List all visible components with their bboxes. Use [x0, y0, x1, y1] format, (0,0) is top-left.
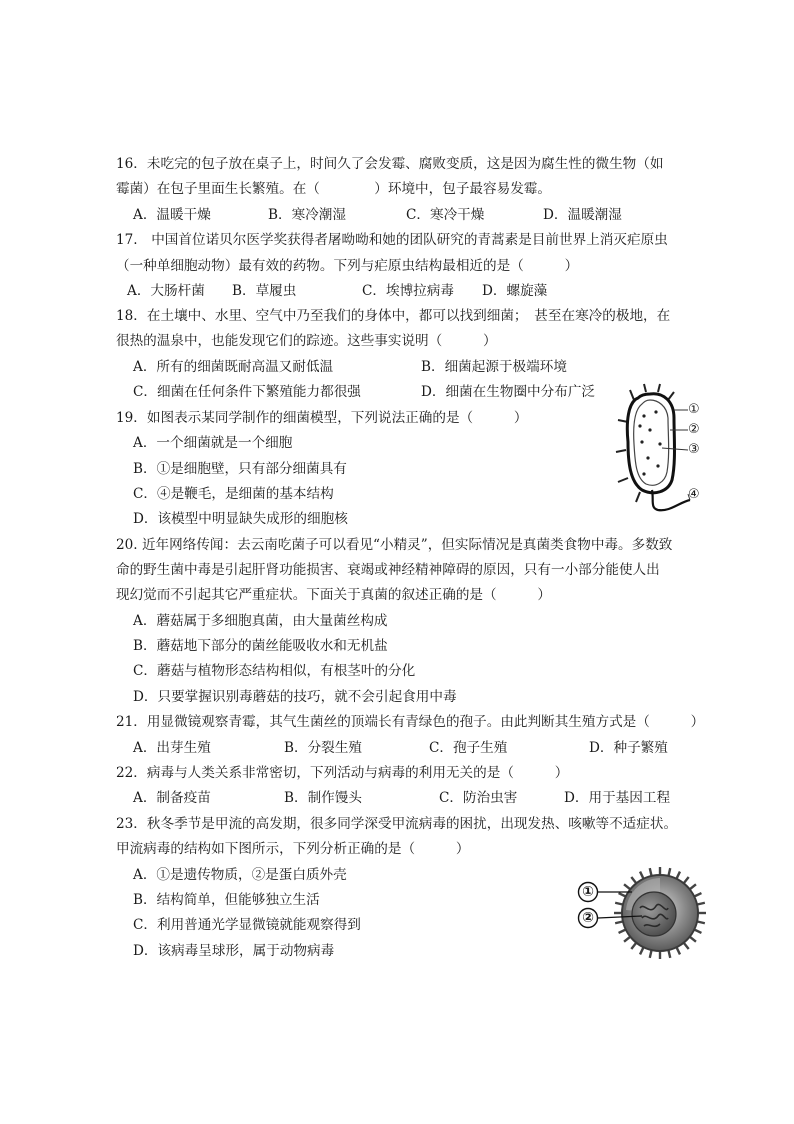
q18-option-b: B．细菌起源于极端环境 [421, 359, 567, 375]
q16-stem-line1: 16．未吃完的包子放在桌子上，时间久了会发霉、腐败变质，这是因为腐生性的微生物（如 [116, 156, 664, 172]
q20-option-c: C．蘑菇与植物形态结构相似，有根茎叶的分化 [133, 663, 416, 679]
bacterium-label-4: ④ [688, 487, 700, 502]
q21-option-c: C．孢子生殖 [429, 740, 508, 756]
q18-option-d: D．细菌在生物圈中分布广泛 [421, 384, 596, 400]
virus-capsid [632, 892, 676, 936]
q20-option-b: B．蘑菇地下部分的菌丝能吸收水和无机盐 [133, 638, 388, 654]
q19-option-d: D．该模型中明显缺失成形的细胞核 [133, 511, 348, 527]
bacterium-label-2: ② [688, 422, 700, 437]
virus-label-2: ② [582, 910, 594, 926]
q21-stem: 21．用显微镜观察青霉，其气生菌丝的顶端长有青绿色的孢子。由此判断其生殖方式是（ ） [116, 714, 705, 730]
q18-option-c: C．细菌在任何条件下繁殖能力都很强 [133, 384, 361, 400]
q18-stem-line1: 18．在土壤中、水里、空气中乃至我们的身体中，都可以找到细菌； 甚至在寒冷的极地，在 [116, 308, 671, 324]
q16-stem-line2: 霉菌）在包子里面生长繁殖。在（ ）环境中，包子最容易发霉。 [116, 181, 551, 197]
q20-stem-line3: 现幻觉而不引起其它严重症状。下面关于真菌的叙述正确的是（ ） [116, 587, 551, 603]
q23-option-d: D．该病毒呈球形，属于动物病毒 [133, 943, 335, 959]
q17-option-a: A．大肠杆菌 [127, 283, 205, 299]
q16-option-c: C．寒冷干燥 [406, 207, 485, 223]
q16-option-b: B．寒冷潮湿 [268, 207, 346, 223]
q22-option-c: C．防治虫害 [439, 790, 518, 806]
bacterium-label-3: ③ [688, 442, 700, 457]
q23-stem-line2: 甲流病毒的结构如下图所示，下列分析正确的是（ ） [116, 841, 470, 857]
q22-stem: 22．病毒与人类关系非常密切，下列活动与病毒的利用无关的是（ ） [116, 765, 569, 781]
q21-option-b: B．分裂生殖 [284, 740, 362, 756]
q20-option-d: D．只要掌握识别毒蘑菇的技巧，就不会引起食用中毒 [133, 689, 457, 705]
q19-option-c: C．④是鞭毛，是细菌的基本结构 [133, 486, 334, 502]
q17-stem-line1: 17. 中国首位诺贝尔医学奖获得者屠呦呦和她的团队研究的青蒿素是目前世界上消灭疟原虫 [116, 232, 668, 248]
q23-option-b: B．结构简单，但能够独立生活 [133, 892, 320, 908]
q23-option-c: C．利用普通光学显微镜就能观察得到 [133, 917, 361, 933]
bacterium-label-1: ① [688, 402, 700, 417]
q17-option-d: D．螺旋藻 [482, 283, 548, 299]
q19-option-b: B．①是细胞壁，只有部分细菌具有 [133, 461, 347, 477]
q22-option-d: D．用于基因工程 [564, 790, 671, 806]
q20-option-a: A．蘑菇属于多细胞真菌，由大量菌丝构成 [133, 613, 388, 629]
q22-option-b: B．制作馒头 [284, 790, 362, 806]
q17-option-c: C．埃博拉病毒 [362, 283, 454, 299]
q17-option-b: B．草履虫 [232, 283, 297, 299]
q20-stem-line2: 命的野生菌中毒是引起肝肾功能损害、衰竭或神经精神障碍的原因，只有一小部分能使人出 [116, 562, 660, 578]
q21-option-a: A．出芽生殖 [133, 740, 211, 756]
q19-option-a: A．一个细菌就是一个细胞 [133, 435, 293, 451]
q23-option-a: A．①是遗传物质，②是蛋白质外壳 [133, 867, 347, 883]
q17-stem-line2: （一种单细胞动物）最有效的药物。下列与疟原虫结构最相近的是（ ） [116, 258, 579, 274]
q16-option-d: D．温暖潮湿 [543, 207, 622, 223]
q21-option-d: D．种子繁殖 [589, 740, 668, 756]
q19-stem: 19．如图表示某同学制作的细菌模型，下列说法正确的是（ ） [116, 410, 528, 426]
q22-option-a: A．制备疫苗 [133, 790, 211, 806]
q18-stem-line2: 很热的温泉中，也能发现它们的踪迹。这些事实说明（ ） [116, 333, 497, 349]
q18-option-a: A．所有的细菌既耐高温又耐低温 [133, 359, 334, 375]
q16-option-a: A．温暖干燥 [133, 207, 211, 223]
q20-stem-line1: 20. 近年网络传闻：去云南吃菌子可以看见“小精灵”，但实际情况是真菌类食物中毒。多数致 [116, 537, 673, 553]
virus-label-1: ① [582, 884, 594, 900]
q23-stem-line1: 23．秋冬季节是甲流的高发期，很多同学深受甲流病毒的困扰，出现发热、咳嗽等不适症状。 [116, 816, 678, 832]
